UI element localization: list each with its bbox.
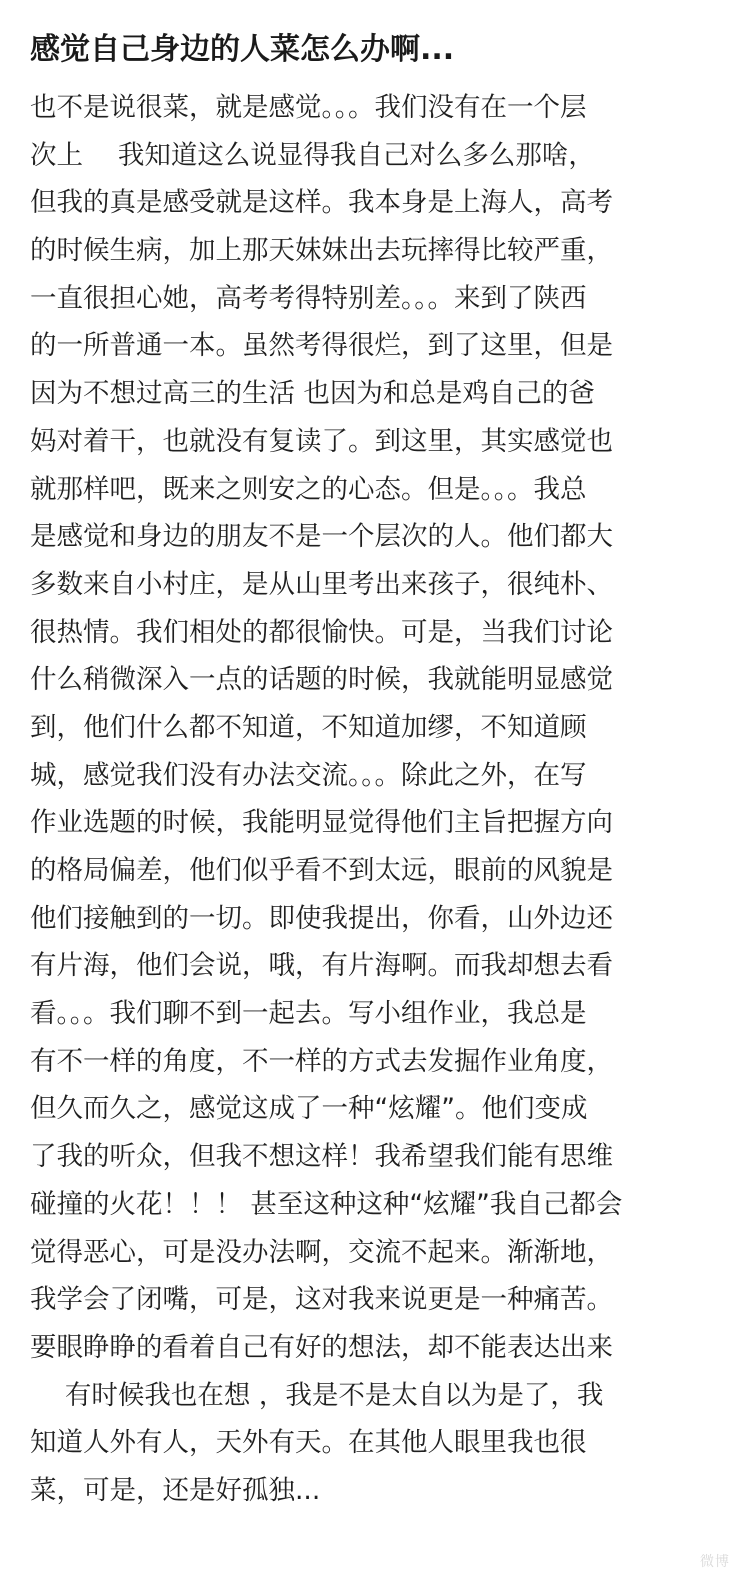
post-body-line: 碰撞的火花！！！ 甚至这种这种“炫耀”我自己都会 <box>30 1188 623 1220</box>
post-body-line: 也不是说很菜，就是感觉。。。我们没有在一个层 <box>30 92 587 123</box>
post-body-line: 的一所普通一本。虽然考得很烂，到了这里，但是 <box>30 330 613 362</box>
post-body-line: 的格局偏差，他们似乎看不到太远，眼前的风貌是 <box>30 855 613 886</box>
post-body-line: 因为不想过高三的生活 也因为和总是鸡自己的爸 <box>30 378 595 410</box>
post-body-line: 有不一样的角度，不一样的方式去发掘作业角度， <box>30 1045 613 1077</box>
post-body-line: 我学会了闭嘴，可是，这对我来说更是一种痛苦。 <box>30 1284 613 1316</box>
post-body <box>30 84 722 1515</box>
post-body-line: 作业选题的时候，我能明显觉得他们主旨把握方向 <box>30 807 613 839</box>
post-body-line: 但久而久之，感觉这成了一种“炫耀”。他们变成 <box>30 1093 588 1125</box>
post-body-line: 觉得恶心，可是没办法啊，交流不起来。渐渐地， <box>30 1236 613 1268</box>
post-body-line: 一直很担心她，高考考得特别差。。。来到了陕西 <box>30 282 587 314</box>
watermark: 微博 <box>700 1554 730 1570</box>
post-body-line: 什么稍微深入一点的话题的时候，我就能明显感觉 <box>30 664 613 696</box>
post-body-line: 菜，可是，还是好孤独... <box>30 1474 321 1506</box>
post-body-line: 但我的真是感受就是这样。我本身是上海人，高考 <box>30 187 613 219</box>
post-body-line: 要眼睁睁的看着自己有好的想法，却不能表达出来 <box>30 1331 613 1363</box>
post-body-line: 的时候生病，加上那天妹妹出去玩摔得比较严重， <box>30 235 613 267</box>
post-body-line: 妈对着干，也就没有复读了。到这里，其实感觉也 <box>30 425 613 457</box>
post-body-line: 了我的听众，但我不想这样！我希望我们能有思维 <box>30 1141 613 1173</box>
post-body-line: 多数来自小村庄，是从山里考出来孩子，很纯朴、 <box>30 568 613 600</box>
post-body-line: 有时候我也在想 ，我是不是太自以为是了，我 <box>30 1379 604 1411</box>
post-body-line: 很热情。我们相处的都很愉快。可是，当我们讨论 <box>30 616 613 648</box>
post-body-line: 有片海，他们会说，哦，有片海啊。而我却想去看 <box>30 950 613 982</box>
post-body-line: 他们接触到的一切。即使我提出，你看，山外边还 <box>30 902 613 934</box>
post-title: 感觉自己身边的人菜怎么办啊... <box>30 32 455 67</box>
post-body-line: 知道人外有人，天外有天。在其他人眼里我也很 <box>30 1427 587 1459</box>
post-body-line: 次上 我知道这么说显得我自己对么多么那啥， <box>30 139 595 171</box>
post-body-line: 就那样吧，既来之则安之的心态。但是。。。我总 <box>30 473 587 505</box>
post-body-line: 是感觉和身边的朋友不是一个层次的人。他们都大 <box>30 521 613 553</box>
post-body-line: 到，他们什么都不知道，不知道加缪，不知道顾 <box>30 711 587 743</box>
post-body-line: 看。。。我们聊不到一起去。写小组作业，我总是 <box>30 998 587 1030</box>
post-body-line: 城，感觉我们没有办法交流。。。除此之外，在写 <box>30 759 587 791</box>
